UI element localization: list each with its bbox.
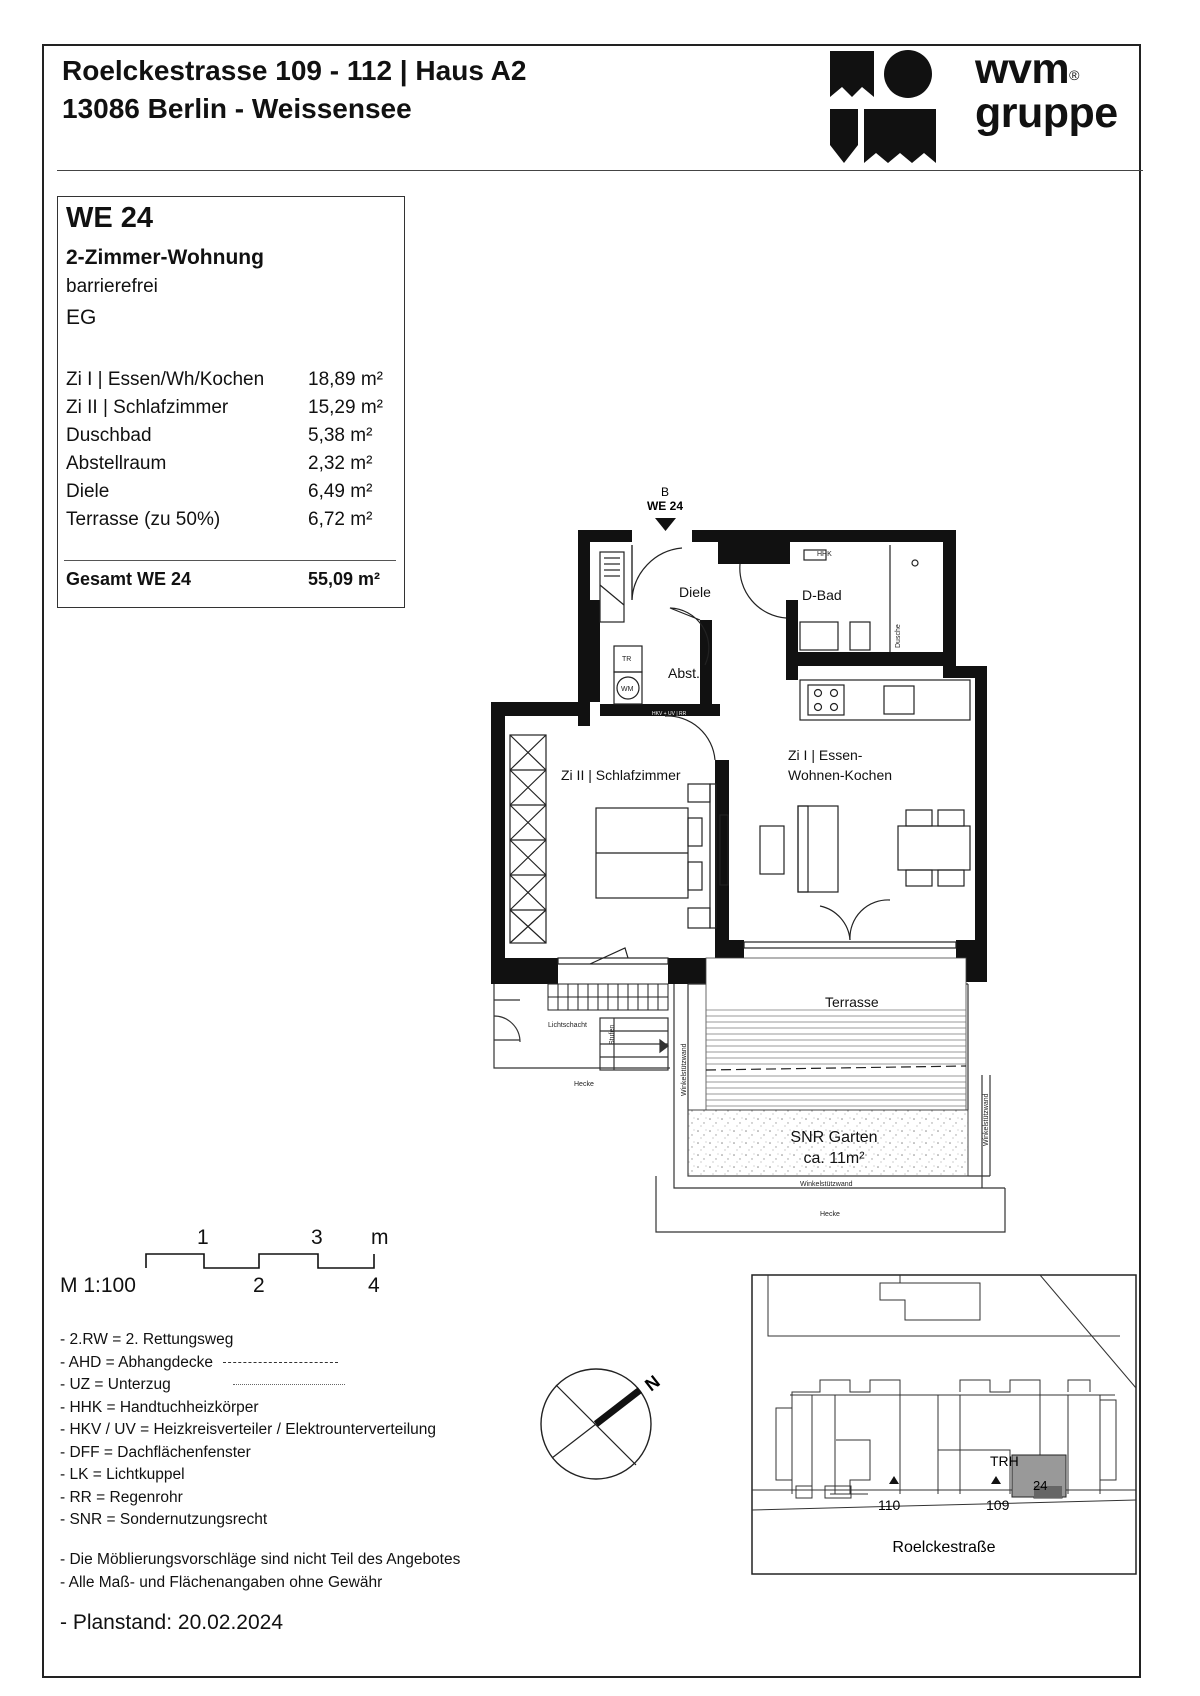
- entrance-marker-label: B: [660, 485, 670, 499]
- room-name: Abstellraum: [66, 453, 167, 474]
- plan-date: - Planstand: 20.02.2024: [60, 1611, 284, 1634]
- light-shaft-grate: [548, 984, 668, 1010]
- room-area: 6,72 m²: [308, 509, 373, 530]
- label-schlafzimmer: Zi II | Schlafzimmer: [561, 767, 681, 783]
- site-number-109: 109: [986, 1497, 1010, 1513]
- legend-item: - SNR = Sondernutzungsrecht: [60, 1511, 268, 1528]
- scale-bar: [146, 1254, 374, 1268]
- room-area: 15,29 m²: [308, 397, 383, 418]
- label-dusche: Dusche: [895, 624, 902, 648]
- label-winkel-3: Winkelstützwand: [800, 1181, 853, 1188]
- scale-tick-3: 3: [311, 1226, 323, 1249]
- entrance-unit-label: WE 24: [646, 499, 684, 513]
- label-dbad: D-Bad: [802, 587, 842, 603]
- unit-id: WE 24: [66, 202, 154, 234]
- legend-item: - RR = Regenrohr: [60, 1488, 183, 1506]
- scale-tick-4: 4: [368, 1274, 380, 1297]
- label-hhk: HHK: [817, 551, 832, 558]
- note-item: - Alle Maß- und Flächenangaben ohne Gewähr: [60, 1573, 383, 1591]
- label-garten: SNR Garten: [790, 1129, 878, 1146]
- label-winkel-2: Winkelstützwand: [983, 1093, 990, 1146]
- label-wm: WM: [621, 686, 634, 693]
- room-name: Terrasse (zu 50%): [66, 509, 221, 530]
- room-name: Duschbad: [66, 425, 152, 446]
- scale-tick-1: 1: [197, 1226, 209, 1249]
- room-name: Zi I | Essen/Wh/Kochen: [66, 369, 265, 390]
- scale-label: M 1:100: [60, 1274, 136, 1297]
- note-item: - Die Möblierungsvorschläge sind nicht Teil des Angebotes: [60, 1551, 461, 1568]
- legend-item: - UZ = Unterzug: [60, 1374, 436, 1397]
- label-tr: TR: [622, 656, 632, 663]
- label-winkel-1: Winkelstützwand: [681, 1043, 688, 1096]
- unit-type: 2-Zimmer-Wohnung: [66, 246, 264, 269]
- entrance-arrow-icon: [655, 518, 676, 531]
- site-number-110: 110: [878, 1497, 901, 1513]
- room-name: Diele: [66, 481, 110, 502]
- room-name: Zi II | Schlafzimmer: [66, 397, 229, 418]
- room-area: 18,89 m²: [308, 369, 383, 390]
- legend-item: - LK = Lichtkuppel: [60, 1466, 185, 1483]
- legend: [60, 1329, 436, 1532]
- registered-mark: ®: [1069, 67, 1079, 83]
- legend-item: - HHK = Handtuchheizkörper: [60, 1398, 259, 1416]
- legend-item: - 2.RW = 2. Rettungsweg: [60, 1331, 234, 1348]
- total-label: Gesamt WE 24: [66, 569, 192, 589]
- terrace-decking: [706, 958, 966, 1110]
- total-area: 55,09 m²: [308, 569, 381, 589]
- label-stufen: Stufen: [609, 1024, 616, 1045]
- label-lichtschacht: Lichtschacht: [548, 1022, 587, 1029]
- label-garten-area: ca. 11m²: [803, 1150, 865, 1167]
- room-area: 5,38 m²: [308, 425, 373, 446]
- label-wohnen-1: Zi I | Essen-: [788, 747, 863, 763]
- legend-item: - AHD = Abhangdecke: [60, 1352, 436, 1375]
- unit-accessibility: barrierefrei: [66, 276, 158, 297]
- site-street-label: Roelckestraße: [892, 1539, 996, 1556]
- label-hecke-2: Hecke: [820, 1211, 840, 1218]
- notes: [60, 1549, 460, 1594]
- label-hecke-1: Hecke: [574, 1081, 594, 1088]
- legend-item: - DFF = Dachflächenfenster: [60, 1443, 251, 1461]
- site-trh-label: TRH: [990, 1453, 1019, 1469]
- walls: [491, 530, 987, 984]
- scale-tick-2: 2: [253, 1274, 265, 1297]
- compass-north-label: N: [641, 1371, 664, 1396]
- site-plan: [752, 1275, 1136, 1574]
- brand-line-2: gruppe: [975, 89, 1118, 137]
- label-abst: Abst.: [668, 665, 700, 681]
- compass-icon: [541, 1369, 664, 1479]
- address-line-2: 13086 Berlin - Weissensee: [62, 93, 412, 124]
- legend-item: - HKV / UV = Heizkreisverteiler / Elektrounterverteilung: [60, 1421, 437, 1438]
- room-area: 2,32 m²: [308, 453, 373, 474]
- address-line-1: Roelckestrasse 109 - 112 | Haus A2: [62, 55, 527, 86]
- brand-line-1: wvm: [975, 45, 1070, 93]
- unit-floor: EG: [66, 306, 97, 329]
- label-wohnen-2: Wohnen-Kochen: [788, 767, 893, 783]
- room-area: 6,49 m²: [308, 481, 373, 502]
- door-swings: [632, 545, 893, 940]
- scale-unit: m: [371, 1226, 389, 1249]
- label-hkv: HKV + UV | RR: [652, 711, 687, 717]
- label-terrasse: Terrasse: [825, 994, 879, 1010]
- site-unit-label: 24: [1033, 1478, 1048, 1493]
- label-diele: Diele: [679, 584, 711, 600]
